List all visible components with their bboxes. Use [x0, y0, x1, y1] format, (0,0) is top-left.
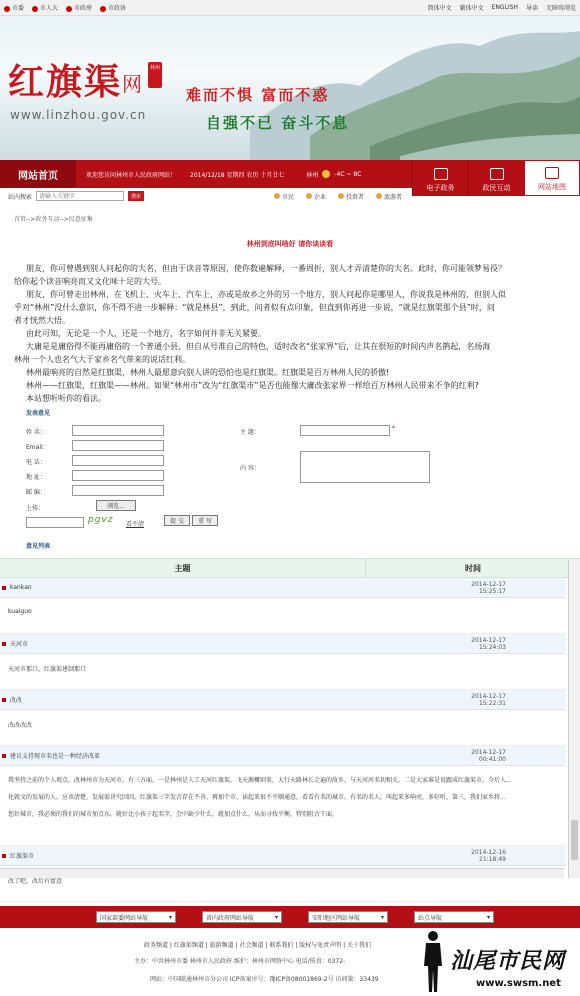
top-bar-left-links [4, 3, 126, 12]
site-domain: www.linzhou.gov.cn [10, 108, 147, 122]
article-paragraph: 朋友，你可曾遇到别人问起你的大名，但由于读音等原因，使你数遍解释，一番周折，别人才弄清楚你的大名。此时，你可能领梦易役？ [26, 264, 506, 273]
link-english[interactable]: ENGLISH [491, 4, 518, 11]
vertical-scrollbar[interactable] [568, 560, 580, 878]
article-paragraph: 者才恍然大悟。 [14, 316, 70, 325]
captcha-image: pgvz [88, 515, 114, 525]
top-link-cppcc[interactable]: 市政协 [100, 3, 126, 12]
slogan-line-1: 难而不惧 富而不惑 [186, 86, 330, 104]
footer-nav-bar [0, 906, 580, 928]
article-paragraph: 本站想听听你的看法。 [26, 394, 106, 403]
nav-home[interactable]: 网站首页 [0, 160, 76, 188]
footer-links[interactable]: 政务频道 | 红旗渠频道 | 旅游频道 | 社会频道 | 联系我们 | 版权与免责声明 | 关于我们 [144, 942, 372, 949]
column-subject: 主题 [0, 559, 366, 577]
comment-body-line: 我坚持之前的个人观点，改林州市为天河市，有三方面，一是林州是人工天河红旗渠，飞天源概则来，大行天路林长走遍的故乡，与天河河名切相关，二是大家准是说跟成红旗渠市，今后人... [8, 777, 512, 784]
link-tourist[interactable]: 旅游者 [376, 192, 402, 201]
emblem-icon [100, 6, 106, 12]
chevron-down-icon: ▾ [380, 913, 384, 921]
weather-temp: -4C ~ 8C [334, 170, 362, 178]
phone-field[interactable] [72, 455, 164, 466]
site-logo[interactable]: 红旗渠 [8, 61, 123, 103]
tab-interaction[interactable]: 政民互动 [468, 160, 524, 196]
comment-body: 改改改改 [0, 710, 566, 746]
link-simplified[interactable]: 简体中文 [427, 5, 452, 12]
watermark [418, 930, 580, 996]
comment-list-title: 意见列表 [26, 543, 51, 550]
select-site-nav[interactable]: 站点导航 ▾ [414, 911, 494, 923]
comment-list [0, 578, 566, 885]
reset-button[interactable]: 重 写 [192, 515, 218, 526]
article-paragraph: 乎对“林州”没什么意识，你不得不进一步解释：“就是林县”，到此，问者似有点印象，但直到你再进一步说，“就是红旗渠那个县”时，问 [14, 303, 495, 312]
nav-tabs [412, 160, 580, 196]
top-link-congress[interactable]: 市人大 [32, 3, 58, 12]
link-enterprise[interactable]: 企业 [306, 192, 326, 201]
table-row[interactable]: 改改 2014-12-17 15:22:31 [0, 690, 566, 710]
scrollbar-thumb[interactable] [571, 820, 578, 860]
weather-city: 林州 [306, 171, 319, 179]
comment-body: kuaiguo [0, 598, 566, 634]
bullet-icon [2, 698, 6, 702]
sitemap-icon [545, 167, 559, 179]
link-traditional[interactable]: 繁体中文 [459, 5, 484, 12]
article-body [0, 263, 580, 404]
address-field[interactable] [72, 470, 164, 481]
article-paragraph: 大庸是是庸俗得不能再庸俗的一个普通小县，但自从号准自己的特色，适时改名“张家界”后，让其在很短的时间内声名鹊起，名扬海 [26, 342, 491, 351]
captcha-refresh-link[interactable]: 看不清 [126, 521, 145, 528]
browse-button[interactable]: 浏览... [96, 500, 136, 511]
comment-form-title: 发表意见 [26, 410, 51, 417]
breadcrumb[interactable]: 首页-->政务互动-->民意征集 [14, 216, 93, 223]
weather-info [306, 170, 361, 179]
welcome-text: 欢迎您访问林州市人民政府网站！ [86, 171, 177, 179]
email-label: Email： [26, 444, 49, 451]
chat-icon [490, 168, 504, 180]
address-label: 地 址： [26, 474, 46, 481]
comment-body: 天河市那口，红旗渠建制那口 [0, 654, 566, 690]
bullet-icon [2, 854, 6, 858]
article-paragraph: 林州——红旗渠，红旗渠——林州。如果“林州市”改为“红旗渠市”是否也能像大庸改张家界一样给百万林州人民带来不争的红利? [26, 381, 479, 390]
article-paragraph: 朋友，你可曾走出林州，在飞机上、火车上、汽车上，亦或是故乡之外的另一个地方，别人问起你是哪里人，你说我是林州的，但别人似 [26, 290, 506, 299]
select-province-sites[interactable]: 省内政府网站导航 ▾ [202, 911, 282, 923]
comment-form [0, 417, 580, 535]
select-ministry-sites[interactable]: 国家部委网站导航 ▾ [96, 911, 176, 923]
table-row[interactable]: kankan 2014-12-17 15:25:17 [0, 578, 566, 598]
upload-label: 上传： [26, 505, 45, 512]
search-label: 站内搜索 [8, 193, 33, 201]
subject-field[interactable] [300, 425, 390, 436]
bullet-icon [2, 754, 6, 758]
watermark-text: 汕尾市民网 [450, 948, 566, 974]
top-bar [0, 0, 580, 16]
audience-links [274, 192, 402, 201]
site-logo-suffix: 网 [122, 72, 142, 96]
footer-icp-info: 网站：中国联通林州市分公司 ICP备案序号：豫ICP备08001869-2号 访问量：33439 [150, 976, 379, 983]
horizontal-scrollbar[interactable] [0, 868, 564, 878]
tab-sitemap[interactable]: 网站地图 [524, 160, 580, 196]
article-paragraph: 给你起个读音响亮而又文化味十足的大号。 [14, 277, 166, 286]
bullet-icon [2, 586, 6, 590]
link-guide[interactable]: 导读 [525, 5, 538, 12]
select-anyang-sites[interactable]: 安阳地区网站导航 ▾ [308, 911, 388, 923]
watermark-url: www.swsm.net [476, 978, 561, 989]
computer-icon [434, 168, 448, 180]
money-icon [338, 193, 344, 199]
submit-button[interactable]: 提 交 [164, 515, 190, 526]
content-textarea[interactable] [300, 451, 430, 483]
date-text: 2014/12/18 星期四 农历 十月廿七 [190, 171, 285, 179]
standing-figure-icon [420, 930, 446, 994]
slogan-line-2: 自强不已 奋斗不息 [206, 114, 350, 132]
comment-body-line: 化就文的发展的人，应该清楚，发展需讲究因因，红旗渠三字发音存在不善，再加个市，读起来很不平顺通意，看看有名的城市，有名的名人，叫起来多响亮，多好听，第三，我们家乡将... [8, 794, 506, 801]
subject-label: 主 题： [240, 429, 260, 436]
email-field[interactable] [72, 440, 164, 451]
main-nav-bar [0, 160, 580, 192]
comment-body-line: 您好城市，我必须的我们的城市加点东，就好比小孩子起名字，会中缺少什么，就加点什么，从而寻找平衡，特别阻古干面， [8, 811, 339, 818]
emblem-icon [32, 6, 38, 12]
comment-table-header [0, 558, 580, 578]
article-title: 林州到底叫啥好 请你谈谈看 [246, 240, 334, 248]
chevron-down-icon: ▾ [168, 913, 172, 921]
comment-body [0, 766, 566, 846]
person-icon [274, 193, 280, 199]
article-paragraph: 由此可知，无论是一个人，还是一个地方，名字如何并非无关紧要。 [26, 329, 266, 338]
comment-body: 改了吧，改后有富意 [0, 866, 566, 902]
required-mark: * [392, 425, 395, 432]
article-paragraph: 林州最响亮的自然是红旗渠，林州人最愿意向别人讲的恐怕也是红旗渠。红旗渠是百万林州人民的骄傲! [26, 368, 390, 377]
postcode-field[interactable] [72, 485, 164, 496]
table-row[interactable]: 红旗渠市 2014-12-16 21:18:49 [0, 846, 566, 866]
search-input[interactable] [36, 191, 124, 201]
emblem-icon [66, 6, 72, 12]
tab-e-government[interactable]: 电子政务 [412, 160, 468, 196]
building-icon [306, 193, 312, 199]
article-paragraph: 林州一个人也名气大于家乡名气带来的说话红利。 [14, 355, 190, 364]
table-row[interactable]: 建议支持现市名也是一种经济改革 2014-12-17 00:41:00 [0, 746, 566, 766]
chevron-down-icon: ▾ [274, 913, 278, 921]
sun-icon [322, 170, 330, 178]
phone-label: 电 话： [26, 459, 46, 466]
seal-stamp: 林州 [148, 62, 162, 88]
name-field[interactable] [72, 425, 164, 436]
search-button[interactable]: 搜索 [128, 191, 144, 201]
content-label: 内 容： [240, 465, 260, 472]
table-row[interactable]: 天河市 2014-12-17 15:24:03 [0, 634, 566, 654]
name-label: 姓 名： [26, 429, 46, 436]
site-banner [0, 16, 580, 160]
link-citizen[interactable]: 市民 [274, 192, 294, 201]
party-icon [4, 6, 10, 12]
column-time: 时间 [465, 564, 481, 573]
top-bar-right-links [428, 3, 576, 12]
bullet-icon [2, 642, 6, 646]
chevron-down-icon: ▾ [486, 913, 490, 921]
top-link-party[interactable]: 市委 [4, 3, 24, 12]
link-accessibility[interactable]: 无障碍浏览 [545, 5, 576, 12]
link-investor[interactable]: 投资者 [338, 192, 364, 201]
camera-icon [376, 193, 382, 199]
footer-sponsor-info: 主办：中共林州市委 林州市人民政府 维护：林州市网络中心 电话/传真：0372- [134, 958, 346, 965]
top-link-government[interactable]: 市政府 [66, 3, 92, 12]
postcode-label: 邮 编： [26, 489, 46, 496]
captcha-input[interactable] [26, 517, 84, 528]
